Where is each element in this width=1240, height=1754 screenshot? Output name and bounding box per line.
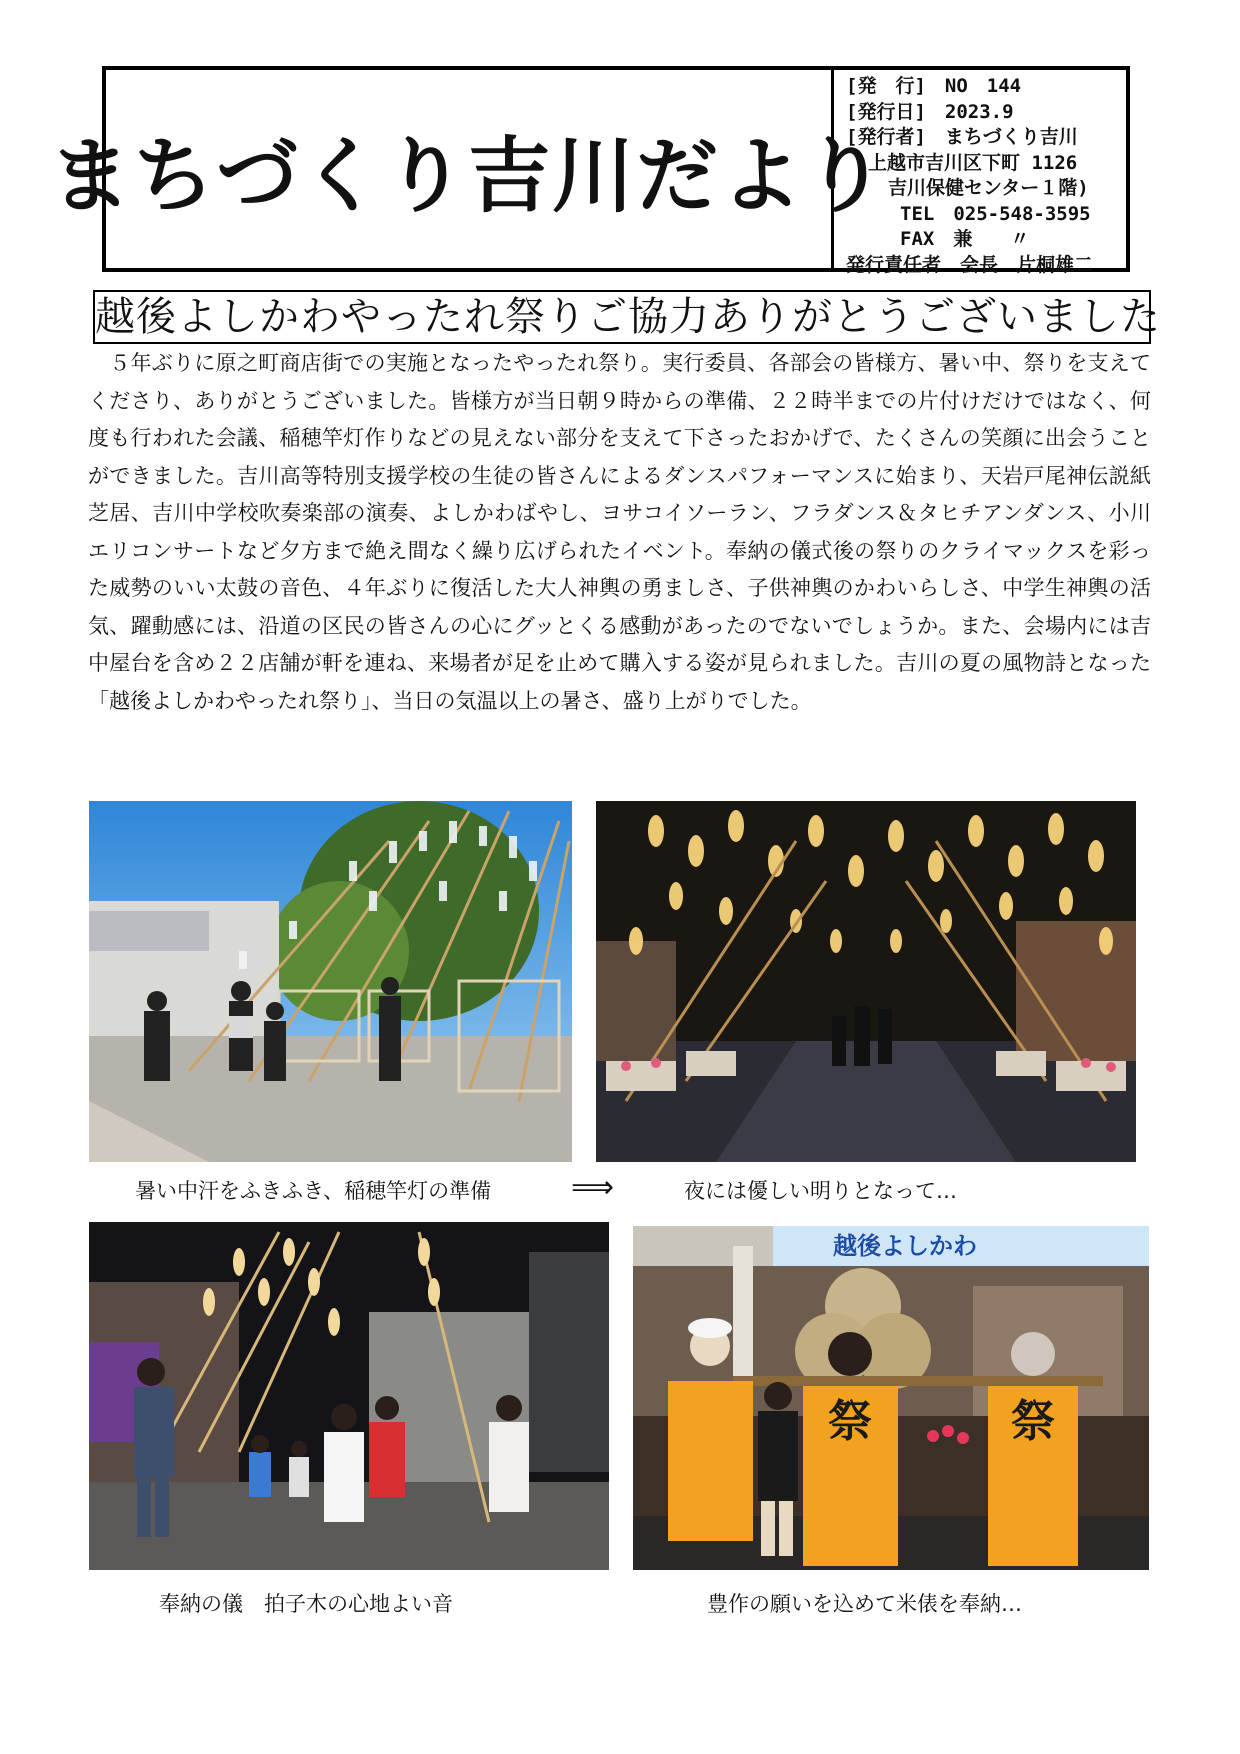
masthead	[48, 66, 1130, 276]
publisher-building: 吉川保健センター１階)	[888, 177, 1089, 199]
photo-lanterns-at-night-image	[596, 801, 1136, 1162]
photo-lantern-preparation-image	[89, 801, 572, 1162]
photo-lantern-preparation	[89, 801, 572, 1162]
newsletter-title: まちづくり吉川だより	[48, 128, 889, 224]
festival-sign-text: 越後よしかわ	[833, 1232, 977, 1260]
happi-kanji-mark-2: 祭	[1011, 1396, 1055, 1447]
happi-kanji-mark: 祭	[828, 1396, 872, 1447]
publisher-address: 上越市吉川区下町 1126	[868, 151, 1078, 174]
photo-lanterns-at-night	[596, 801, 1136, 1162]
caption-photo-4: 豊作の願いを込めて米俵を奉納…	[707, 1592, 1022, 1616]
publisher: [発行者] まちづくり吉川	[846, 126, 1078, 148]
photo-rice-bale-offering	[633, 1226, 1149, 1570]
publisher-tel: TEL 025-548-3595	[900, 202, 1091, 225]
article-headline: 越後よしかわやったれ祭りご協力ありがとうございました	[93, 290, 1151, 344]
caption-photo-1: 暑い中汗をふきふき、稲穂竿灯の準備	[135, 1179, 492, 1203]
photo-hoyo-ceremony-image	[89, 1222, 609, 1570]
caption-photo-2: 夜には優しい明りとなって…	[684, 1179, 957, 1203]
issue-number: [発 行] NO 144	[846, 75, 1022, 97]
arrow-right-icon: ⟹	[571, 1170, 615, 1205]
issue-date: [発行日] 2023.9	[846, 100, 1014, 123]
responsible-person: 発行責任者 会長 片桐雄二	[846, 253, 1094, 276]
photo-hoyo-ceremony	[89, 1222, 609, 1570]
photo-rice-bale-offering-image	[633, 1226, 1149, 1570]
article-body: ５年ぶりに原之町商店街での実施となったやったれ祭り。実行委員、各部会の皆様方、暑い中、祭りを支えてくださり、ありがとうございました。皆様方が当日朝９時からの準備、２２時半までの片付けだけではなく、何度も行われた会議、稲穂竿灯作りなどの見えない部分を支えて下さったおかげで、たくさんの笑顔に出会うことができました。吉川高等特別支援学校の生徒の皆さんによるダンスパフォーマンスに始まり、天岩戸尾神伝説紙芝居、吉川中学校吹奏楽部の演奏、よしかわばやし、ヨサコイソーラン、フラダンス＆タヒチアンダンス、小川エリコンサートなど夕方まで絶え間なく繰り広げられたイベント。奉納の儀式後の祭りのクライマックスを彩った威勢のいい太鼓の音色、４年ぶりに復活した大人神輿の勇ましさ、子供神輿のかわいらしさ、中学生神輿の活気、躍動感には、沿道の区民の皆さんの心にグッとくる感動があったのでないでしょうか。また、会場内には吉中屋台を含め２２店舗が軒を連ね、来場者が足を止めて購入する姿が見られました。吉川の夏の風物詩となった「越後よしかわやったれ祭り」、当日の気温以上の暑さ、盛り上がりでした。	[88, 351, 1151, 713]
publication-info	[834, 70, 1126, 276]
caption-photo-3: 奉納の儀 拍子木の心地よい音	[159, 1592, 453, 1616]
publisher-fax: FAX 兼 〃	[900, 228, 1030, 250]
title-box	[48, 70, 889, 268]
